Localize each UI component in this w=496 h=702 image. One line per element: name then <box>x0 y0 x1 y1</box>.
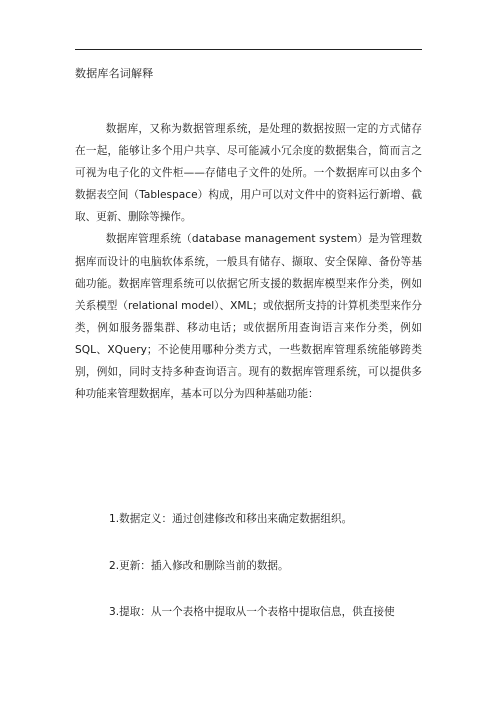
document-body <box>75 118 422 405</box>
header-rule <box>75 49 422 50</box>
list-item-data-definition: 1.数据定义：通过创建修改和移出来确定数据组织。 <box>109 513 353 525</box>
document-title: 数据库名词解释 <box>75 67 154 80</box>
paragraph-dbms-definition: 数据库管理系统（database management system）是为管理数据库而设计的电脑软体系统，一般具有储存、撷取、安全保障、备份等基础功能。数据库管理系统可以依据它所支援的数据库模型来作分类，例如关系模型（relational model）、XML；或依据所支持的计算机类型来作分类，例如服务器集群、移动电话；或依据所用查询语言来作分类，例如 SQL、XQuery；不论使用哪种分类方式，一些数据库管理系统能够跨类别，例如，同时支持多种查询语言。现有的数据库管理系统，可以提供多种功能来管理数据库，基本可以分为四种基础功能： <box>75 233 422 401</box>
list-item-retrieval: 3.提取：从一个表格中提取从一个表格中提取信息，供直接使 <box>109 606 395 618</box>
list-item-update: 2.更新：插入修改和删除当前的数据。 <box>109 560 289 572</box>
paragraph-database-definition: 数据库，又称为数据管理系统，是处理的数据按照一定的方式储存在一起，能够让多个用户共享、尽可能减小冗余度的数据集合，简而言之可视为电子化的文件柜——存储电子文件的处所。一个数据库可以由多个数据表空间（Tablespace）构成，用户可以对文件中的资料运行新增、截取、更新、删除等操作。 <box>75 123 422 224</box>
